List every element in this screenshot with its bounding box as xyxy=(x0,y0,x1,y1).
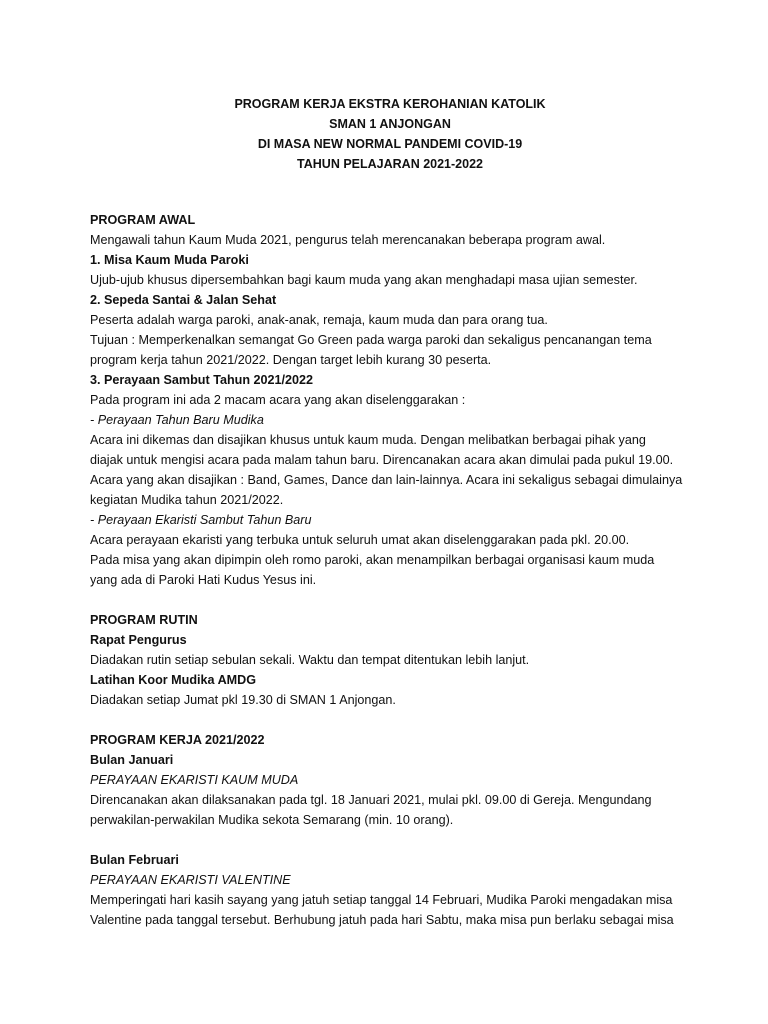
document-page xyxy=(90,94,690,930)
item-heading: 1. Misa Kaum Muda Paroki xyxy=(90,253,249,267)
item-heading: 3. Perayaan Sambut Tahun 2021/2022 xyxy=(90,373,314,387)
document-title xyxy=(90,94,690,174)
paragraph: Direncanakan akan dilaksanakan pada tgl. 18 Januari 2021, mulai pkl. 09.00 di Gereja. Mengundang xyxy=(90,793,652,807)
paragraph: program kerja tahun 2021/2022. Dengan target lebih kurang 30 peserta. xyxy=(90,353,492,367)
title-line-1: PROGRAM KERJA EKSTRA KEROHANIAN KATOLIK xyxy=(234,97,546,111)
sub-item-heading: - Perayaan Ekaristi Sambut Tahun Baru xyxy=(90,513,312,527)
paragraph: Diadakan rutin setiap sebulan sekali. Waktu dan tempat ditentukan lebih lanjut. xyxy=(90,653,530,667)
month-heading: Bulan Februari xyxy=(90,853,179,867)
paragraph: Valentine pada tanggal tersebut. Berhubung jatuh pada hari Sabtu, maka misa pun berlaku sebagai misa xyxy=(90,913,674,927)
section-heading: PROGRAM RUTIN xyxy=(90,613,198,627)
paragraph: Ujub-ujub khusus dipersembahkan bagi kaum muda yang akan menghadapi masa ujian semester. xyxy=(90,273,638,287)
item-heading: Rapat Pengurus xyxy=(90,633,187,647)
paragraph: kegiatan Mudika tahun 2021/2022. xyxy=(90,493,284,507)
event-name: PERAYAAN EKARISTI KAUM MUDA xyxy=(90,773,299,787)
paragraph: Diadakan setiap Jumat pkl 19.30 di SMAN 1 Anjongan. xyxy=(90,693,396,707)
section-program-awal xyxy=(90,210,690,590)
paragraph: Acara ini dikemas dan disajikan khusus untuk kaum muda. Dengan melibatkan berbagai pihak yang xyxy=(90,433,646,447)
paragraph: Tujuan : Memperkenalkan semangat Go Green pada warga paroki dan sekaligus pencanangan tema xyxy=(90,333,652,347)
title-line-3: DI MASA NEW NORMAL PANDEMI COVID-19 xyxy=(257,137,523,151)
paragraph: Peserta adalah warga paroki, anak-anak, remaja, kaum muda dan para orang tua. xyxy=(90,313,548,327)
section-heading: PROGRAM AWAL xyxy=(90,213,196,227)
paragraph: Acara perayaan ekaristi yang terbuka untuk seluruh umat akan diselenggarakan pada pkl. 20.00. xyxy=(90,533,630,547)
title-line-4: TAHUN PELAJARAN 2021-2022 xyxy=(297,157,483,171)
item-heading: Latihan Koor Mudika AMDG xyxy=(90,673,257,687)
paragraph: Memperingati hari kasih sayang yang jatuh setiap tanggal 14 Februari, Mudika Paroki mengadakan misa xyxy=(90,893,673,907)
paragraph: diajak untuk mengisi acara pada malam tahun baru. Direncanakan acara akan dimulai pada pukul 19.00. xyxy=(90,453,674,467)
section-program-kerja xyxy=(90,730,690,930)
paragraph: yang ada di Paroki Hati Kudus Yesus ini. xyxy=(90,573,317,587)
paragraph: perwakilan-perwakilan Mudika sekota Semarang (min. 10 orang). xyxy=(90,813,454,827)
section-heading: PROGRAM KERJA 2021/2022 xyxy=(90,733,265,747)
paragraph: Pada misa yang akan dipimpin oleh romo paroki, akan menampilkan berbagai organisasi kaum muda xyxy=(90,553,655,567)
month-heading: Bulan Januari xyxy=(90,753,174,767)
paragraph: Acara yang akan disajikan : Band, Games, Dance dan lain-lainnya. Acara ini sekaligus sebagai dimulainya xyxy=(90,473,683,487)
item-heading: 2. Sepeda Santai & Jalan Sehat xyxy=(90,293,277,307)
event-name: PERAYAAN EKARISTI VALENTINE xyxy=(90,873,291,887)
title-line-2: SMAN 1 ANJONGAN xyxy=(329,117,451,131)
paragraph: Pada program ini ada 2 macam acara yang akan diselenggarakan : xyxy=(90,393,466,407)
sub-item-heading: - Perayaan Tahun Baru Mudika xyxy=(90,413,264,427)
paragraph: Mengawali tahun Kaum Muda 2021, pengurus telah merencanakan beberapa program awal. xyxy=(90,233,606,247)
section-program-rutin xyxy=(90,610,690,710)
